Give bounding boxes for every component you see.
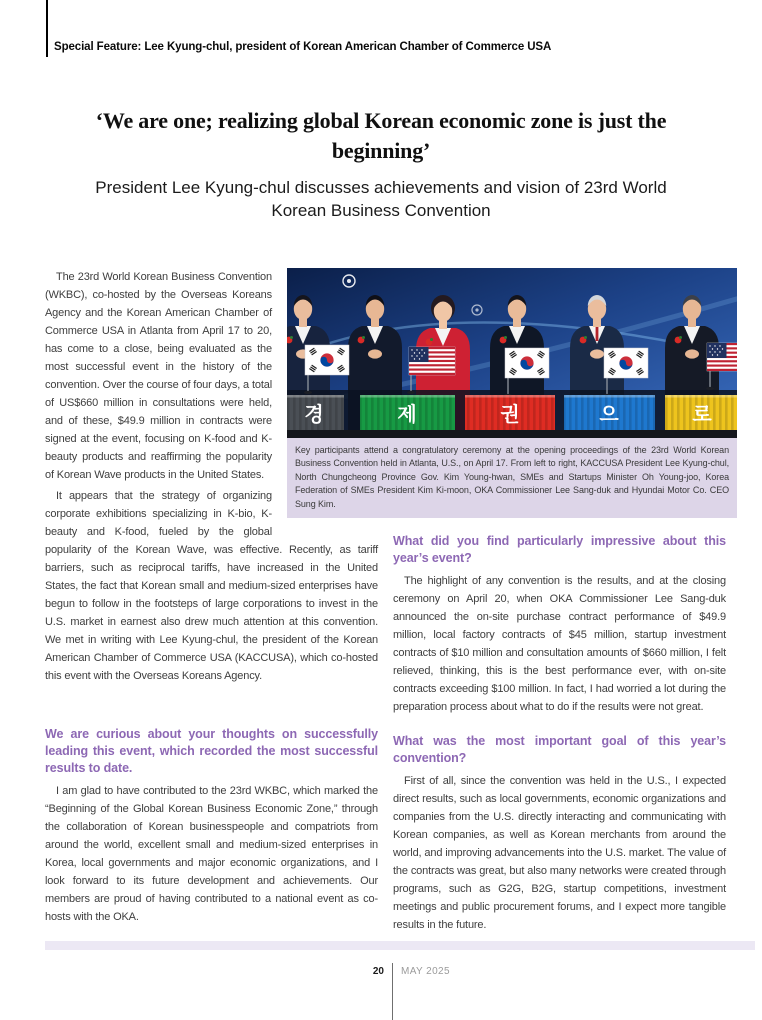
article-title: ‘We are one; realizing global Korean economic zone is just the beginning’ (95, 108, 667, 163)
article-subtitle: President Lee Kyung-chul discusses achievements and vision of 23rd World Korean Business Convention (95, 178, 667, 220)
question-heading: We are curious about your thoughts on successfully leading this event, which recorded the most successful results to date. (45, 727, 378, 775)
intro-paragraph-1: The 23rd World Korean Business Convention (WKBC), co-hosted by the Overseas Koreans Agency and the Korean American Chamber of Commerce USA in Atlanta from April 17 to 20, has come to a close, being evaluated as the most successful event in the history of the convention. Over the course of four days, a total of US$660 million in consultations were held, and of these, $49.9 million in contracts were signed at the event, focusing on K-food and K-beauty products and reaffirming the popularity of Korean Wave products in the United States. (45, 271, 272, 481)
qa-block (393, 533, 726, 716)
intro-paragraph-2: It appears that the strategy of organizing corporate exhibitions specializing in K-bio, K-beauty and K-food, fueled by the global popularity of the Korean Wave, was effective. Recently, as tariff barriers, such as reciprocal tariffs, have increased in the United States, the fact that Korean small and medium-sized enterprises have begun to follow in the footsteps of large corporations to invest in the U.S. market in earnest also drew much attention at this convention. We met in writing with Lee Kyung-chul, the president of the Korean American Chamber of Commerce USA (KACCUSA), which co-hosted this event with the Overseas Koreans Agency. (45, 490, 378, 682)
qa-block (393, 733, 726, 934)
question-heading: What was the most important goal of this year’s convention? (393, 734, 726, 765)
convention-photo (287, 268, 737, 518)
us-flag-icon (707, 343, 737, 371)
svg-text:제: 제 (397, 402, 417, 426)
svg-text:으: 으 (599, 402, 619, 426)
korean-flag-icon (305, 345, 349, 375)
answer-paragraph: First of all, since the convention was held in the U.S., I expected direct results, such as local governments, economic organizations and companies from the U.S. directly interacting and communicating with Korean companies, as well as Korean merchants from around the world, and improving advancements into the U.S. market. The value of the contracts was great, but also many networks were created through programs, such as G2G, B2G, startup competitions, investment meetings and public procurement forums, and I expect more tangible results in the future. (393, 775, 726, 931)
photo-caption: Key participants attend a congratulatory ceremony at the opening proceedings of the 23rd World Korean Business Convention held in Atlanta, U.S., on April 17. From left to right, KACCUSA President Lee Kyung-chul, North Chungcheong Province Gov. Kim Young-hwan, SMEs and Startups Minister Oh Young-joo, Korea Federation of SMEs President Kim Ki-moon, OKA Commissioner Lee Sang-duk and Hyundai Motor Co. CEO Sung Kim. (287, 438, 737, 518)
footer-accent-strip (45, 941, 755, 950)
svg-text:권: 권 (500, 402, 520, 426)
qa-block (45, 726, 378, 926)
container-letter-box (465, 395, 555, 431)
kicker-rule (46, 0, 48, 57)
question-heading: What did you find particularly impressive about this year’s event? (393, 534, 726, 565)
kicker: Special Feature: Lee Kyung-chul, president of Korean American Chamber of Commerce USA (54, 41, 552, 53)
convention-photo-illustration (287, 268, 737, 438)
container-letter-box (564, 395, 655, 431)
container-letter-box (287, 395, 344, 431)
stage-floor (287, 430, 737, 438)
container-letter-box (360, 395, 455, 431)
qa-section-left (45, 726, 378, 926)
us-flag-icon (409, 347, 455, 375)
svg-text:경: 경 (304, 402, 324, 426)
page-number: 20 (372, 966, 384, 977)
container-letter-box (665, 395, 737, 431)
qa-section-right (393, 533, 726, 934)
answer-paragraph: The highlight of any convention is the results, and at the closing ceremony on April 20, when OKA Commissioner Lee Sang-duk announced the on-site purchase contract performance of $49.9 million, local factory contracts of $45 million, startup investment contracts of $10 million and consultation amounts of $660 million, I felt relieved, thinking, this is the best performance ever, with on-site contracts exceeding $100 million. In fact, I had worried a lot during the preparation process about what to do if the results were not great. (393, 575, 726, 713)
korean-flag-icon (505, 348, 549, 378)
korean-flag-icon (604, 348, 648, 378)
svg-text:로: 로 (692, 402, 712, 426)
issue-date: MAY 2025 (401, 966, 450, 977)
footer-divider-line (392, 963, 393, 1020)
answer-paragraph: I am glad to have contributed to the 23rd WKBC, which marked the “Beginning of the Global Korean Business Economic Zone,” through the collaboration of Korean businesspeople and compatriots from around the world, excellent small and medium-sized enterprises in Korea, local governments and major economic organizations, and I look forward to its future development and achievements. Our members are proud of having contributed to a national event as co-hosts with the OKA. (45, 785, 378, 923)
